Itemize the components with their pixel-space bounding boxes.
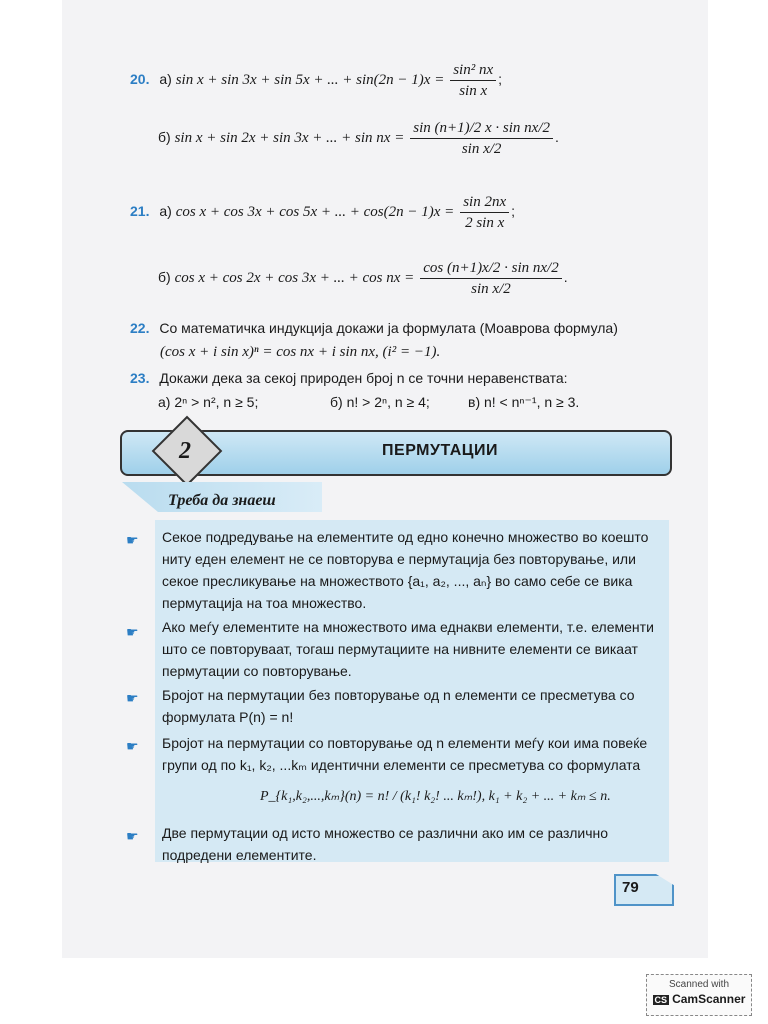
- formula-fraction: [450, 60, 496, 101]
- denominator: sin x/2: [461, 141, 502, 157]
- numerator: sin² nx: [450, 60, 496, 81]
- formula-lhs: sin x + sin 2x + sin 3x + ... + sin nx =: [174, 130, 405, 147]
- page-number: 79: [622, 879, 639, 896]
- camscanner-logo-icon: CS: [654, 995, 668, 1005]
- fact-1: Секое подредување на елементите од едно конечно множество во коешто ниту еден елемент не се повторува е пермутација без повторување, или секое пресликување на множеството {a₁, a₂, ..., aₙ} во само себе се вика пермутација на тоа множество.: [162, 529, 649, 611]
- denominator: 2 sin x: [465, 215, 505, 231]
- scanner-watermark: [646, 974, 752, 1016]
- denominator: sin x: [459, 83, 488, 99]
- formula-fraction: [410, 118, 553, 159]
- problem-21a: 21. а) cos x + cos 3x + cos 5x + ... + cos(2n − 1)x = $\frac{\sin 2nx}{\text{2 sin x}}$ ;: [130, 194, 515, 231]
- repetition-formula: P_{k₁,k₂,...,kₘ}(n) = n! / (k₁! k₂! ... kₘ!), k₁ + k₂ + ... + kₘ ≤ n.: [260, 789, 611, 804]
- formula-lhs: cos x + cos 3x + cos 5x + ... + cos(2n − 1)x =: [175, 204, 455, 221]
- numerator: sin (n+1)/2 x · sin nx/2: [410, 118, 553, 139]
- inequality-c: в) n! < nⁿ⁻¹, n ≥ 3.: [468, 394, 580, 410]
- denominator: sin x/2: [471, 281, 511, 297]
- fact-4: Бројот на пермутации со повторување од n елементи меѓу кои има повеќе групи од по k₁, k₂, ...kₘ идентични елементи се пресметува со формулата: [162, 735, 648, 773]
- numerator: sin 2nx: [460, 192, 509, 213]
- problem-20b: б) sin x + sin 2x + sin 3x + ... + sin nx = $\frac{\text{sin (n+1)/2 x · sin nx/2}}{\text{sin x/2}}$ .: [158, 120, 559, 157]
- hand-pointer-icon: ☛: [126, 624, 139, 640]
- problem-20a: 20. а) sin x + sin 3x + sin 5x + ... + sin(2n − 1)x = $\frac{\text{sin² nx}}{\text{sin x}}$ ;: [130, 62, 503, 99]
- scanner-brand: CamScanner: [672, 992, 746, 1006]
- formula-fraction: [460, 192, 509, 233]
- item-label: а): [159, 203, 172, 220]
- problem-number: 23.: [130, 370, 150, 386]
- formula-lhs: cos x + cos 2x + cos 3x + ... + cos nx =: [174, 270, 415, 287]
- item-label: б): [158, 269, 171, 286]
- section-number: 2: [179, 438, 191, 464]
- scanner-line1: Scanned with: [668, 979, 730, 990]
- hand-pointer-icon: ☛: [126, 690, 139, 706]
- section-title: ПЕРМУТАЦИИ: [382, 442, 498, 459]
- hand-pointer-icon: ☛: [126, 828, 139, 844]
- formula-lhs: sin x + sin 3x + sin 5x + ... + sin(2n − 1)x =: [175, 72, 445, 89]
- problem-23: [130, 368, 568, 388]
- item-label: а): [159, 71, 172, 88]
- inequality-b: б) n! > 2ⁿ, n ≥ 4;: [330, 394, 430, 410]
- scanner-line2: [647, 992, 751, 1006]
- problem-22: [130, 318, 618, 338]
- problem-number: 20.: [130, 71, 150, 88]
- know-label: Треба да знаеш: [168, 492, 276, 509]
- problem-number: 22.: [130, 320, 150, 336]
- numerator: cos (n+1)x/2 · sin nx/2: [420, 258, 562, 279]
- inequality-a: а) 2ⁿ > n², n ≥ 5;: [158, 394, 259, 410]
- problem-text: Докажи дека за секој природен број n се точни неравенствата:: [159, 370, 568, 386]
- formula-fraction: [420, 258, 562, 299]
- fact-3: Бројот на пермутации без повторување од n елементи се пресметува со формулата P(n) = n!: [162, 687, 635, 725]
- problem-21b: б) cos x + cos 2x + cos 3x + ... + cos nx = $\frac{\text{cos (n+1)x/2 · sin nx/2}}{\text{sin x/2}}$ .: [158, 260, 568, 297]
- problem-text: Со математичка индукција докажи ја формулата (Моаврова формула): [159, 320, 618, 336]
- moivre-formula: (cos x + i sin x)ⁿ = cos nx + i sin nx, (i² = −1).: [160, 344, 441, 360]
- hand-pointer-icon: ☛: [126, 738, 139, 754]
- fact-5: Две пермутации од исто множество се различни ако им се различно подредени елементите.: [162, 825, 609, 863]
- item-label: б): [158, 129, 171, 146]
- problem-number: 21.: [130, 203, 150, 220]
- fact-2: Ако меѓу елементите на множеството има еднакви елементи, т.е. елементи што се повторуваат, тогаш пермутациите на нивните елементи се викаат пермутации со повторување.: [162, 619, 654, 679]
- hand-pointer-icon: ☛: [126, 532, 139, 548]
